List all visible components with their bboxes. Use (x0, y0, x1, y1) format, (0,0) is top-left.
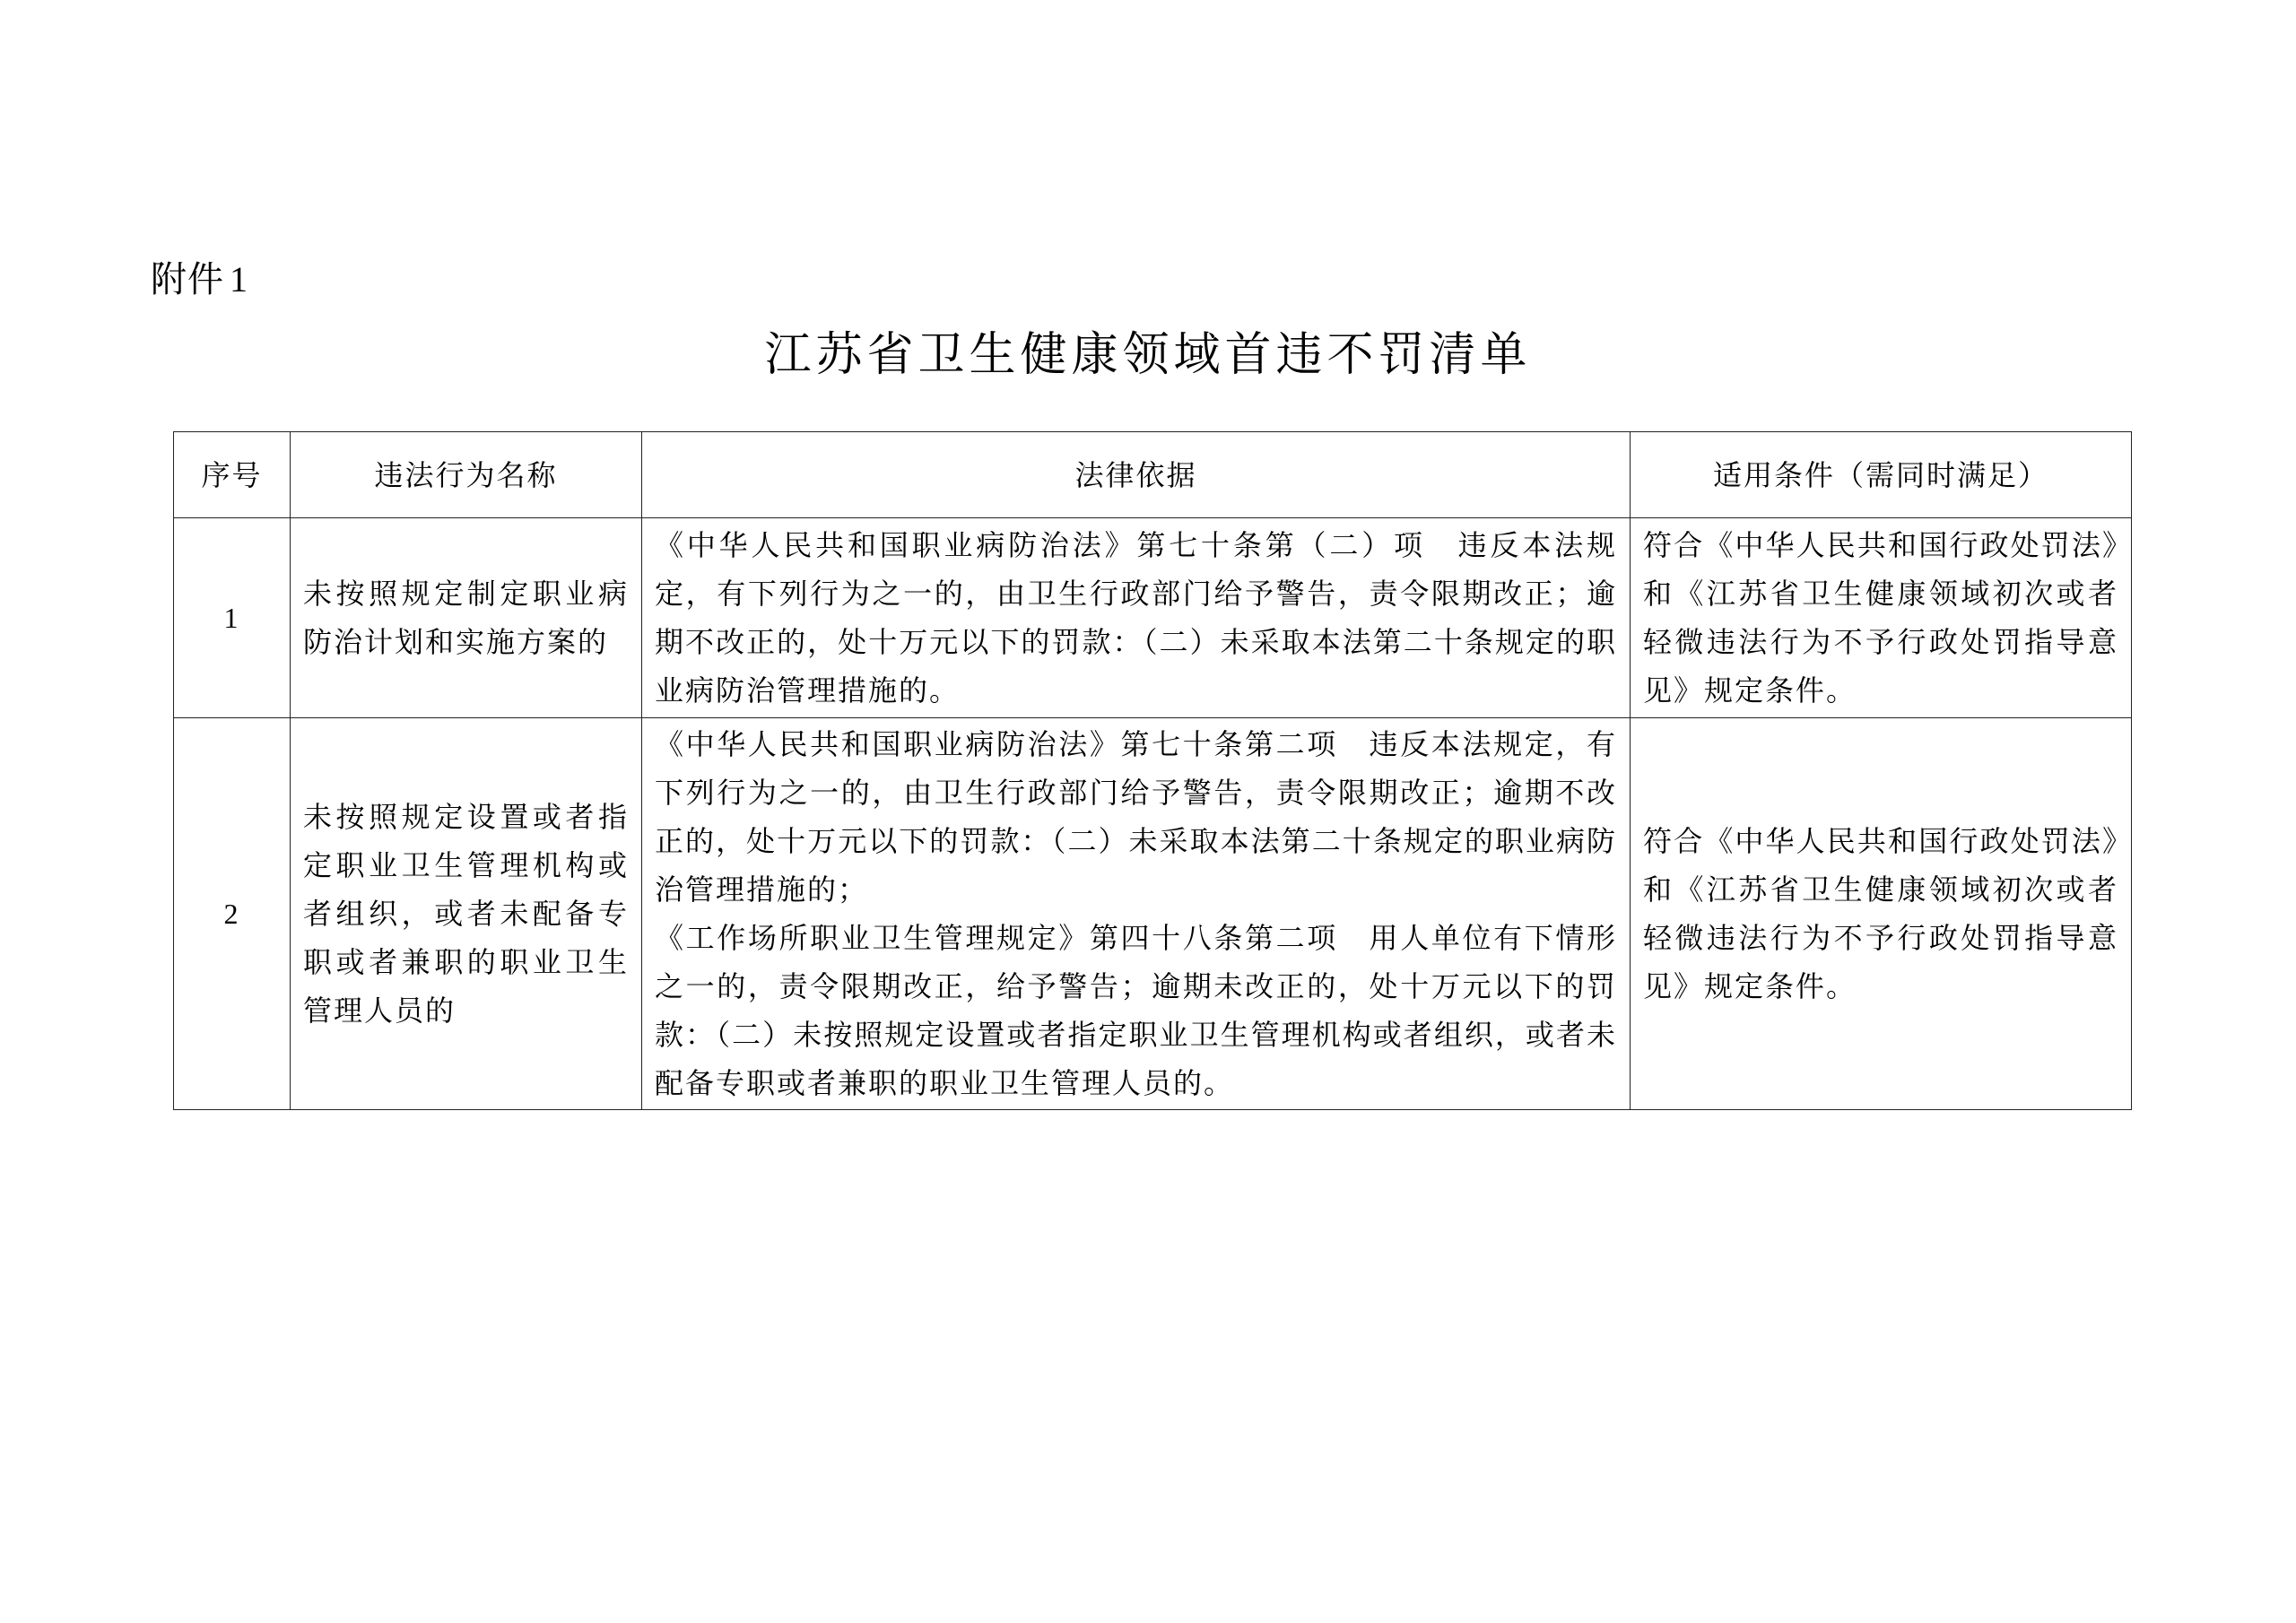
row-index: 2 (174, 718, 291, 1110)
header-legal-basis: 法律依据 (642, 432, 1631, 518)
document-title: 江苏省卫生健康领域首违不罚清单 (764, 328, 1532, 382)
attachment-label (151, 253, 248, 307)
applicable-conditions: 符合《中华人民共和国行政处罚法》和《江苏省卫生健康领域初次或者轻微违法行为不予行政处罚指导意见》规定条件。 (1631, 718, 2132, 1110)
attachment-label-text: 附件 (151, 259, 224, 300)
legal-basis-clause: 《中华人民共和国职业病防治法》第七十条第二项 违反本法规定，有下列行为之一的，由卫生行政部门给予警告，责令限期改正；逾期不改正的，处十万元以下的罚款：（二）未采取本法第二十条规定的职业病防治管理措施的； (655, 727, 1617, 907)
violation-name: 未按照规定制定职业病防治计划和实施方案的 (291, 518, 642, 718)
header-index: 序号 (174, 432, 291, 518)
table-row (174, 518, 2132, 718)
header-conditions: 适用条件（需同时满足） (1631, 432, 2132, 518)
legal-basis (642, 718, 1631, 1110)
legal-basis (642, 518, 1631, 718)
header-violation-name: 违法行为名称 (291, 432, 642, 518)
table-row (174, 718, 2132, 1110)
violation-name: 未按照规定设置或者指定职业卫生管理机构或者组织，或者未配备专职或者兼职的职业卫生管理人员的 (291, 718, 642, 1110)
table-header-row (174, 432, 2132, 518)
legal-basis-clause: 《工作场所职业卫生管理规定》第四十八条第二项 用人单位有下情形之一的，责令限期改正，给予警告；逾期未改正的，处十万元以下的罚款：（二）未按照规定设置或者指定职业卫生管理机构或者组织，或者未配备专职或者兼职的职业卫生管理人员的。 (655, 921, 1617, 1100)
violation-list-table (173, 431, 2132, 1110)
attachment-number: 1 (230, 259, 248, 299)
row-index: 1 (174, 518, 291, 718)
applicable-conditions: 符合《中华人民共和国行政处罚法》和《江苏省卫生健康领域初次或者轻微违法行为不予行政处罚指导意见》规定条件。 (1631, 518, 2132, 718)
legal-basis-clause: 《中华人民共和国职业病防治法》第七十条第（二）项 违反本法规定，有下列行为之一的，由卫生行政部门给予警告，责令限期改正；逾期不改正的，处十万元以下的罚款：（二）未采取本法第二十条规定的职业病防治管理措施的。 (655, 528, 1617, 707)
